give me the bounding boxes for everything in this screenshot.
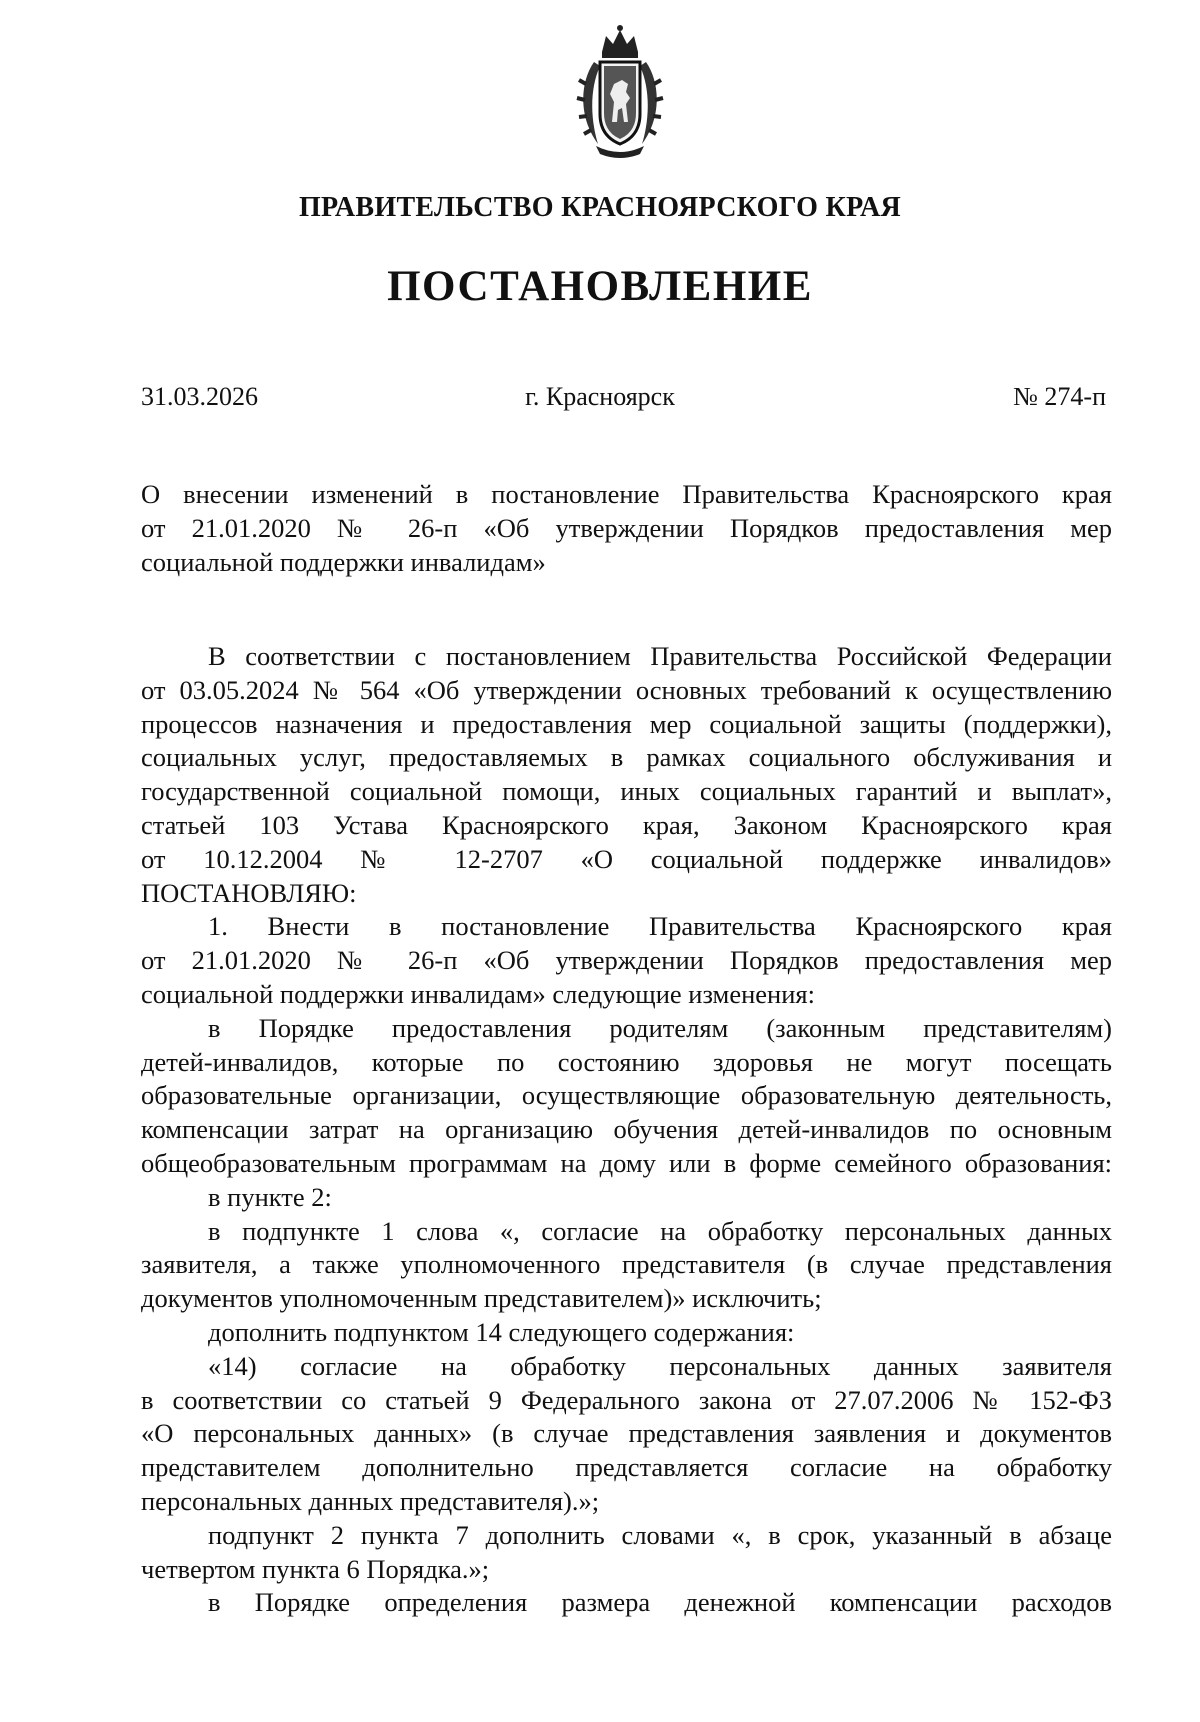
body-line: общеобразовательным программам на дому или в форме семейного образования:: [141, 1147, 1112, 1178]
coat-of-arms-emblem: [572, 22, 668, 162]
document-number: № 274-п: [1013, 382, 1106, 411]
body-line: В соответствии с постановлением Правительства Российской Федерации: [208, 641, 1112, 671]
document-date: 31.03.2026: [141, 382, 258, 411]
body-line: документов уполномоченным представителем)» исключить;: [141, 1283, 822, 1314]
subject-line: социальной поддержки инвалидам»: [141, 546, 546, 577]
document-subject: [141, 478, 1112, 579]
body-line: представителем дополнительно представляется согласие на обработку: [141, 1452, 1112, 1483]
subject-line: О внесении изменений в постановление Правительства Красноярского края: [141, 479, 1112, 509]
body-line: в соответствии со статьей 9 Федерального закона от 27.07.2006 № 152-ФЗ: [141, 1384, 1112, 1415]
body-line: в Порядке предоставления родителям (законным представителям): [208, 1012, 1112, 1043]
body-line: персональных данных представителя).»;: [141, 1485, 600, 1516]
body-line: в пункте 2:: [208, 1181, 332, 1212]
body-line: в подпункте 1 слова «, согласие на обработку персональных данных: [208, 1215, 1112, 1246]
body-line: ПОСТАНОВЛЯЮ:: [141, 877, 357, 908]
body-line: от 10.12.2004 № 12-2707 «О социальной поддержке инвалидов»: [141, 843, 1112, 874]
body-line: статьей 103 Устава Красноярского края, Законом Красноярского края: [141, 809, 1112, 840]
body-line: от 03.05.2024 № 564 «Об утверждении основных требований к осуществлению: [141, 674, 1112, 705]
body-line: компенсации затрат на организацию обучения детей-инвалидов по основным: [141, 1114, 1112, 1145]
body-line: 1. Внести в постановление Правительства Красноярского края: [208, 911, 1112, 942]
document-place: г. Красноярск: [525, 382, 675, 411]
body-line: четвертом пункта 6 Порядка.»;: [141, 1553, 490, 1584]
subject-line: от 21.01.2020 № 26-п «Об утверждении Порядков предоставления мер: [141, 512, 1112, 543]
document-body: [141, 640, 1112, 1620]
body-line: заявителя, а также уполномоченного представителя (в случае представления: [141, 1249, 1112, 1280]
body-line: процессов назначения и предоставления мер социальной защиты (поддержки),: [141, 708, 1112, 739]
body-line: социальной поддержки инвалидам» следующие изменения:: [141, 978, 815, 1009]
body-line: в Порядке определения размера денежной компенсации расходов: [208, 1587, 1112, 1618]
document-type-title: ПОСТАНОВЛЕНИЕ: [387, 263, 813, 310]
body-line: «14) согласие на обработку персональных данных заявителя: [208, 1350, 1112, 1381]
body-line: подпункт 2 пункта 7 дополнить словами «, в срок, указанный в абзаце: [208, 1519, 1112, 1550]
body-line: дополнить подпунктом 14 следующего содержания:: [208, 1316, 795, 1347]
government-title: ПРАВИТЕЛЬСТВО КРАСНОЯРСКОГО КРАЯ: [298, 192, 902, 223]
body-line: «О персональных данных» (в случае представления заявления и документов: [141, 1418, 1112, 1449]
body-line: детей-инвалидов, которые по состоянию здоровья не могут посещать: [141, 1046, 1112, 1077]
body-line: образовательные организации, осуществляющие образовательную деятельность,: [141, 1080, 1112, 1111]
body-line: от 21.01.2020 № 26-п «Об утверждении Порядков предоставления мер: [141, 945, 1112, 976]
body-line: социальных услуг, предоставляемых в рамках социального обслуживания и: [141, 742, 1112, 773]
body-line: государственной социальной помощи, иных социальных гарантий и выплат»,: [141, 776, 1112, 807]
